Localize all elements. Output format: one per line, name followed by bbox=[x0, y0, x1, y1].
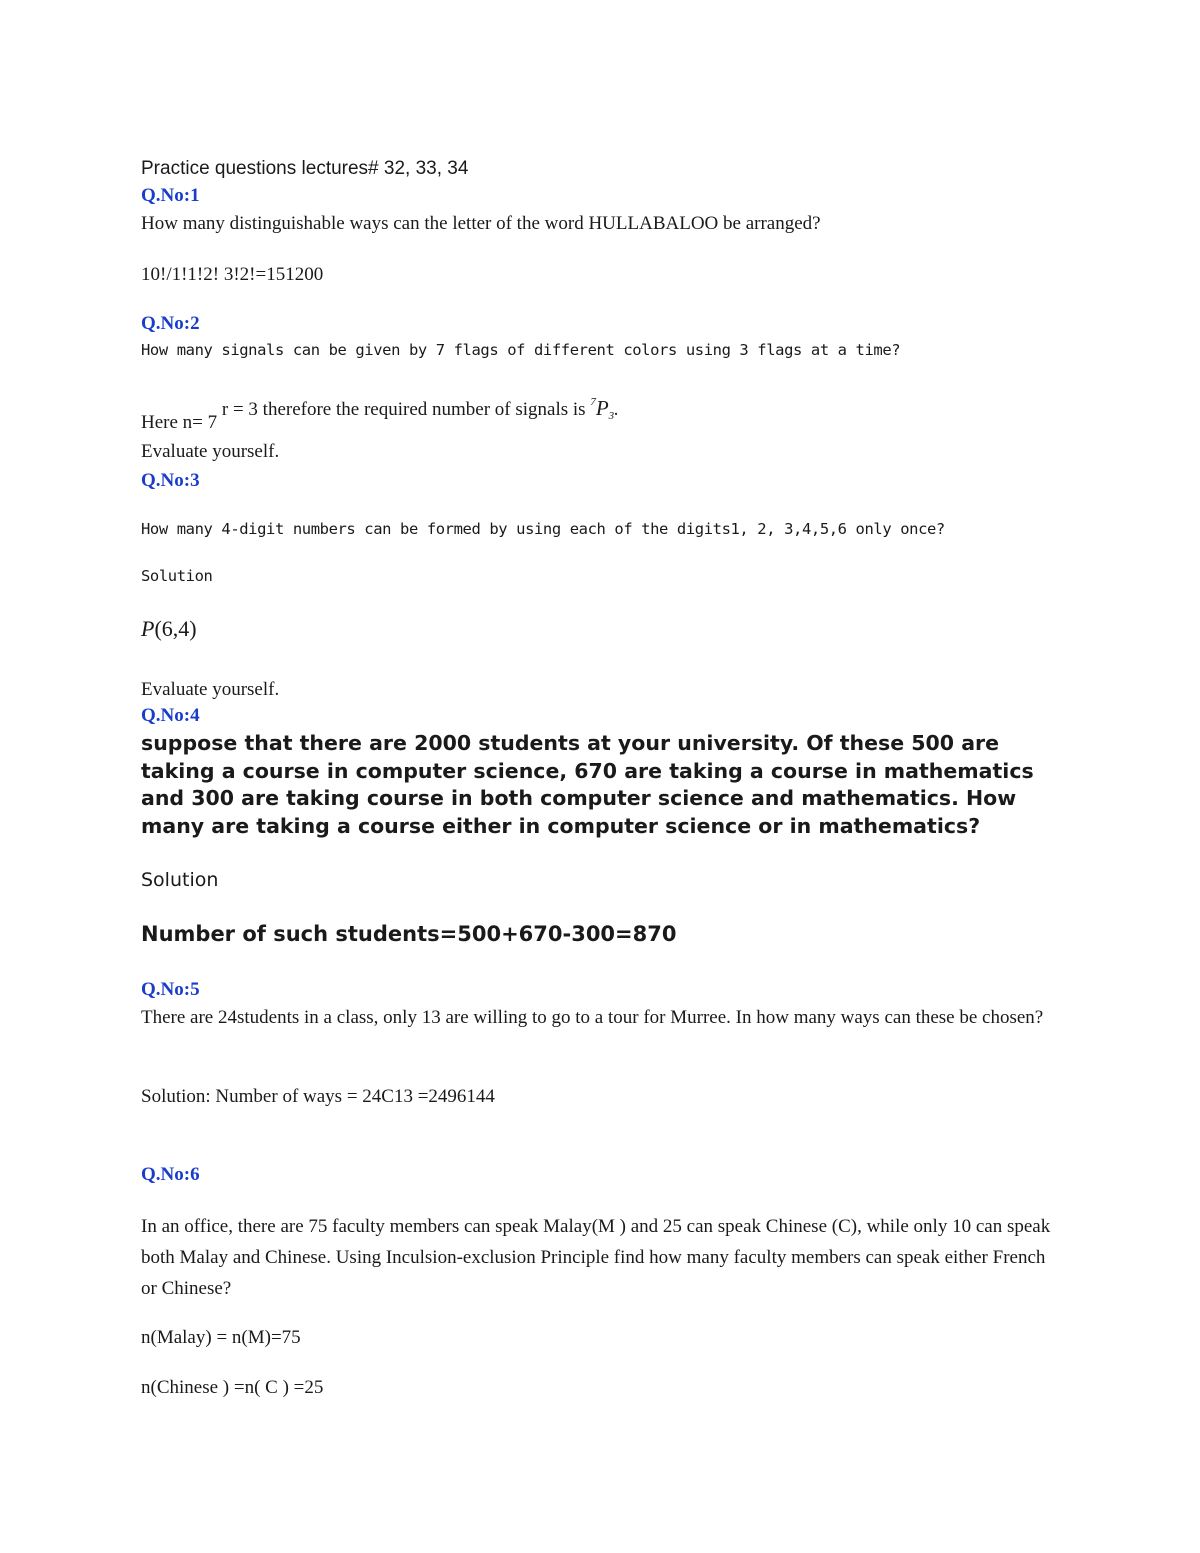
question-6-label: Q.No:6 bbox=[141, 1164, 200, 1185]
question-1-text: How many distinguishable ways can the letter of the word HULLABALOO be arranged? bbox=[141, 213, 821, 234]
question-6-text: In an office, there are 75 faculty members can speak Malay(M ) and 25 can speak Chinese (C), while only 10 can speak both Malay and Chinese. Using Inculsion-exclusion Principle find how many faculty members can speak either French or Chinese? bbox=[141, 1216, 1051, 1299]
question-3-formula: P(6,4) bbox=[141, 616, 197, 641]
question-2-evaluate: Evaluate yourself. bbox=[141, 441, 280, 462]
question-4-solution-heading: Solution bbox=[141, 869, 219, 891]
question-2-r-text: r = 3 therefore the required number of signals is bbox=[221, 399, 586, 420]
question-4-answer: Number of such students=500+670-300=870 bbox=[141, 922, 677, 946]
page-title: Practice questions lectures# 32, 33, 34 bbox=[141, 158, 469, 179]
question-1-label: Q.No:1 bbox=[141, 185, 200, 206]
question-6-malay-line: n(Malay) = n(M)=75 bbox=[141, 1327, 301, 1348]
question-5-label: Q.No:5 bbox=[141, 979, 200, 1000]
question-2-text: How many signals can be given by 7 flags of different colors using 3 flags at a time? bbox=[141, 341, 901, 359]
question-2-solution-line bbox=[141, 396, 619, 433]
question-3-label: Q.No:3 bbox=[141, 470, 200, 491]
question-3-solution-heading: Solution bbox=[141, 567, 213, 585]
question-1-answer: 10!/1!1!2! 3!2!=151200 bbox=[141, 264, 324, 285]
question-3-text: How many 4-digit numbers can be formed by using each of the digits1, 2, 3,4,5,6 only once? bbox=[141, 520, 945, 538]
question-4-label: Q.No:4 bbox=[141, 705, 200, 726]
question-3-evaluate: Evaluate yourself. bbox=[141, 679, 280, 700]
question-5-text: There are 24students in a class, only 13 are willing to go to a tour for Murree. In how many ways can these be chosen? bbox=[141, 1007, 1044, 1028]
question-6-chinese-line: n(Chinese ) =n( C ) =25 bbox=[141, 1377, 324, 1398]
question-5-answer: Solution: Number of ways = 24C13 =2496144 bbox=[141, 1086, 495, 1107]
question-2-here: Here n= 7 bbox=[141, 412, 218, 433]
permutation-formula: $^7P_3$. bbox=[590, 396, 619, 422]
question-2-label: Q.No:2 bbox=[141, 313, 200, 334]
question-4-text: suppose that there are 2000 students at your university. Of these 500 are taking a course in computer science, 670 are taking a course in mathematics and 300 are taking course in both computer science and mathematics. How many are taking a course either in computer science or in mathematics? bbox=[141, 731, 1034, 838]
